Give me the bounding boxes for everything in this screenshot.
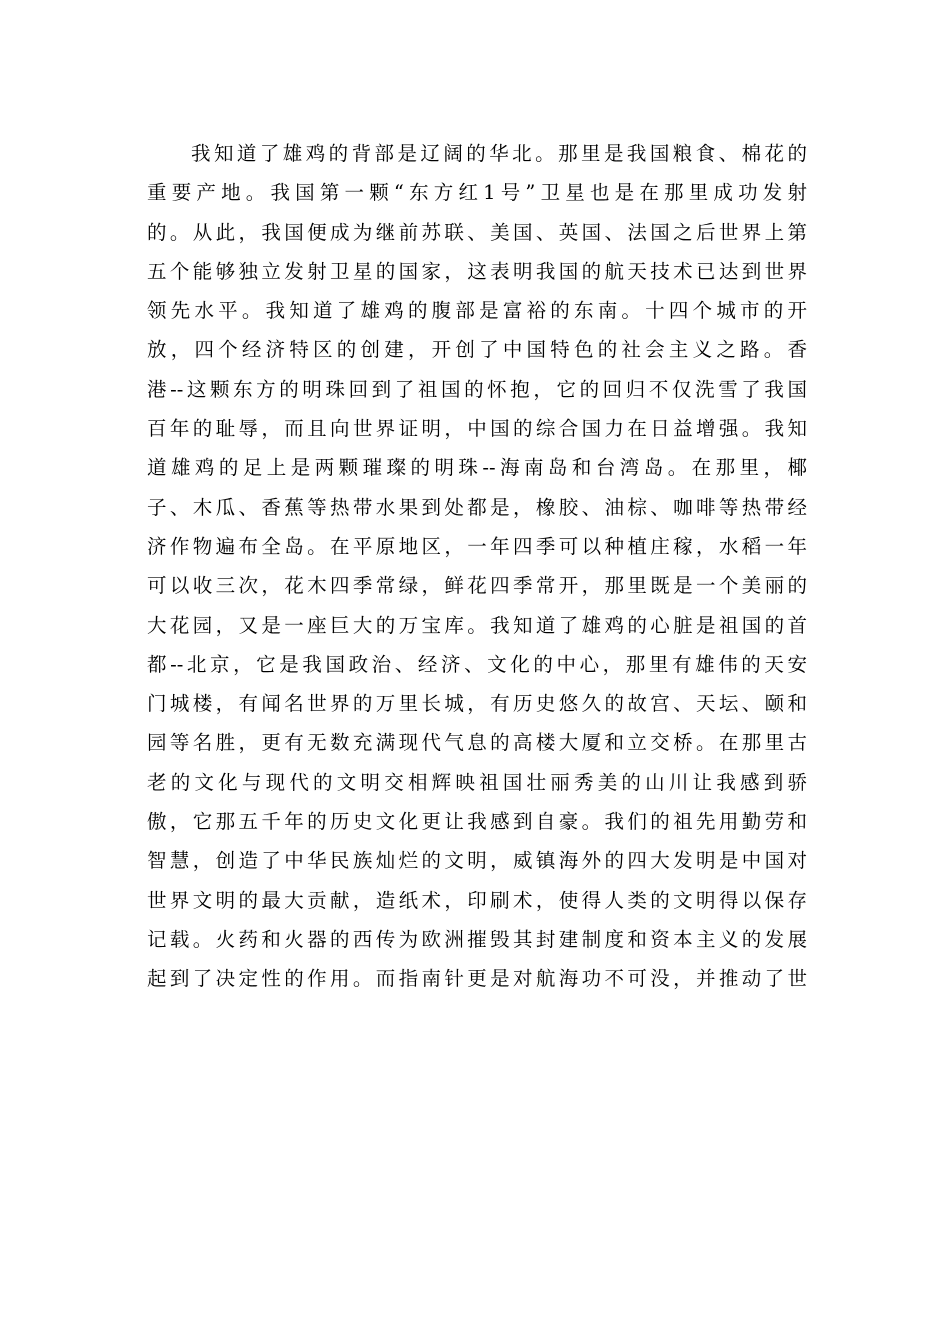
text-line: 港--这颗东方的明珠回到了祖国的怀抱，它的回归不仅洗雪了我国 [147, 377, 807, 401]
text-line: 的。从此，我国便成为继前苏联、美国、英国、法国之后世界上第 [147, 220, 807, 244]
text-line: 重要产地。我国第一颗“东方红1号”卫星也是在那里成功发射 [147, 181, 807, 205]
text-line: 园等名胜，更有无数充满现代气息的高楼大厦和立交桥。在那里古 [147, 731, 807, 755]
text-line: 老的文化与现代的文明交相辉映祖国壮丽秀美的山川让我感到骄 [147, 770, 807, 794]
text-line: 大花园，又是一座巨大的万宝库。我知道了雄鸡的心脏是祖国的首 [147, 613, 807, 637]
text-line: 子、木瓜、香蕉等热带水果到处都是，橡胶、油棕、咖啡等热带经 [147, 495, 807, 519]
body-paragraph [147, 134, 807, 999]
text-line: 都--北京，它是我国政治、经济、文化的中心，那里有雄伟的天安 [147, 652, 807, 676]
text-line: 放，四个经济特区的创建，开创了中国特色的社会主义之路。香 [147, 338, 807, 362]
text-line: 济作物遍布全岛。在平原地区，一年四季可以种植庄稼，水稻一年 [147, 534, 807, 558]
text-line: 道雄鸡的足上是两颗璀璨的明珠--海南岛和台湾岛。在那里，椰 [147, 456, 807, 480]
text-line: 记载。火药和火器的西传为欧洲摧毁其封建制度和资本主义的发展 [147, 927, 807, 951]
text-line: 我知道了雄鸡的背部是辽阔的华北。那里是我国粮食、棉花的 [191, 142, 807, 165]
text-line: 世界文明的最大贡献，造纸术，印刷术，使得人类的文明得以保存 [147, 888, 807, 912]
text-line: 起到了决定性的作用。而指南针更是对航海功不可没，并推动了世 [147, 967, 807, 991]
text-line: 傲，它那五千年的历史文化更让我感到自豪。我们的祖先用勤劳和 [147, 810, 807, 834]
text-line: 可以收三次，花木四季常绿，鲜花四季常开，那里既是一个美丽的 [147, 574, 807, 598]
text-line: 门城楼，有闻名世界的万里长城，有历史悠久的故宫、天坛、颐和 [147, 692, 807, 716]
text-line: 智慧，创造了中华民族灿烂的文明，威镇海外的四大发明是中国对 [147, 849, 807, 873]
text-line: 百年的耻辱，而且向世界证明，中国的综合国力在日益增强。我知 [147, 417, 807, 441]
text-line: 五个能够独立发射卫星的国家，这表明我国的航天技术已达到世界 [147, 259, 807, 283]
text-line: 领先水平。我知道了雄鸡的腹部是富裕的东南。十四个城市的开 [147, 299, 807, 323]
